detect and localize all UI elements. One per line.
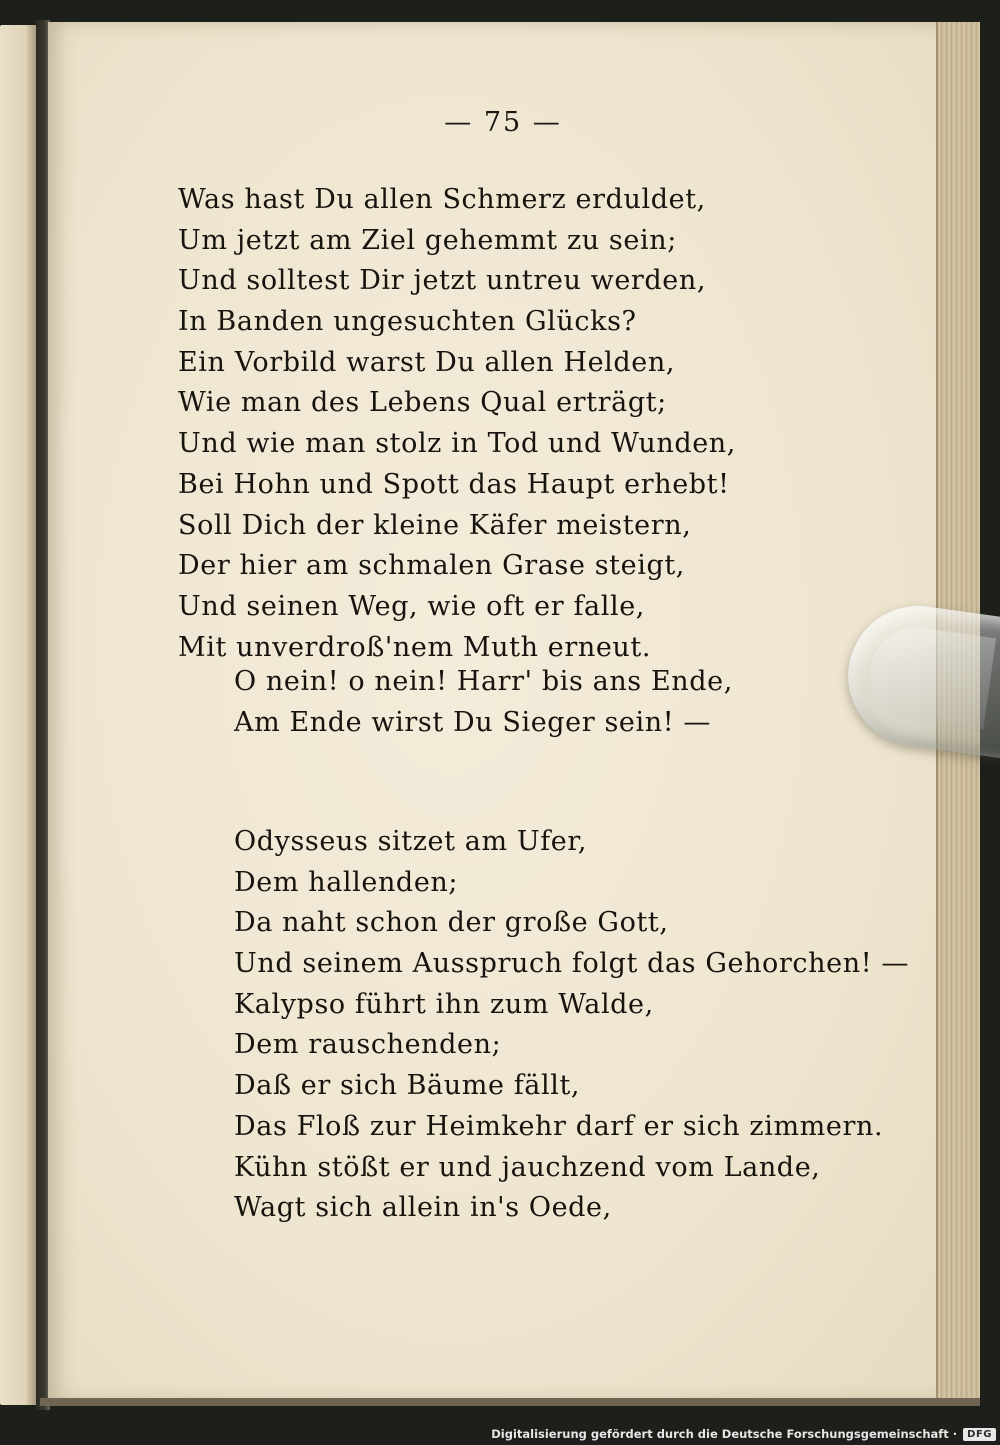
credit-text: Digitalisierung gefördert durch die Deutsche Forschungsgemeinschaft · bbox=[491, 1427, 958, 1441]
verse-line: Und seinem Ausspruch folgt das Gehorchen! — bbox=[234, 948, 909, 980]
verse-line: Und solltest Dir jetzt untreu werden, bbox=[178, 265, 707, 297]
verse-line: Und seinen Weg, wie oft er falle, bbox=[178, 590, 645, 622]
verse-line: Was hast Du allen Schmerz erduldet, bbox=[178, 184, 706, 215]
book-page bbox=[48, 22, 944, 1402]
stanza bbox=[234, 822, 909, 1229]
book-bottom-edge bbox=[40, 1398, 980, 1406]
dfg-logo: DFG bbox=[963, 1428, 996, 1441]
stanza bbox=[178, 180, 736, 668]
verse-line: Dem hallenden; bbox=[234, 866, 459, 898]
verse-line: Soll Dich der kleine Käfer meistern, bbox=[178, 509, 692, 541]
verse-line: Am Ende wirst Du Sieger sein! — bbox=[234, 706, 711, 738]
page-number: — 75 — bbox=[444, 107, 562, 138]
verse-line: O nein! o nein! Harr' bis ans Ende, bbox=[234, 666, 733, 697]
verse-line: Bei Hohn und Spott das Haupt erhebt! bbox=[178, 468, 730, 500]
verse-line: Um jetzt am Ziel gehemmt zu sein; bbox=[178, 224, 677, 256]
verse-line: Das Floß zur Heimkehr darf er sich zimmern. bbox=[234, 1110, 884, 1142]
verse-line: In Banden ungesuchten Glücks? bbox=[178, 306, 637, 338]
facing-page-edge bbox=[0, 25, 36, 1405]
verse-line: Ein Vorbild warst Du allen Helden, bbox=[178, 346, 676, 378]
verse-line: Da naht schon der große Gott, bbox=[234, 907, 669, 939]
digitization-credit bbox=[491, 1425, 996, 1443]
verse-line: Kalypso führt ihn zum Walde, bbox=[234, 988, 654, 1020]
verse-line: Und wie man stolz in Tod und Wunden, bbox=[178, 428, 736, 460]
verse-line: Der hier am schmalen Grase steigt, bbox=[178, 550, 685, 582]
verse-line: Dem rauschenden; bbox=[234, 1029, 502, 1061]
verse-line: Wagt sich allein in's Oede, bbox=[234, 1192, 612, 1224]
verse-line: Kühn stößt er und jauchzend vom Lande, bbox=[234, 1151, 821, 1183]
verse-line: Mit unverdroß'nem Muth erneut. bbox=[178, 631, 652, 663]
verse-line: Odysseus sitzet am Ufer, bbox=[234, 826, 588, 857]
verse-line: Daß er sich Bäume fällt, bbox=[234, 1070, 581, 1102]
stanza-refrain bbox=[234, 662, 733, 743]
glass-highlight bbox=[864, 622, 996, 730]
verse-line: Wie man des Lebens Qual erträgt; bbox=[178, 387, 667, 419]
